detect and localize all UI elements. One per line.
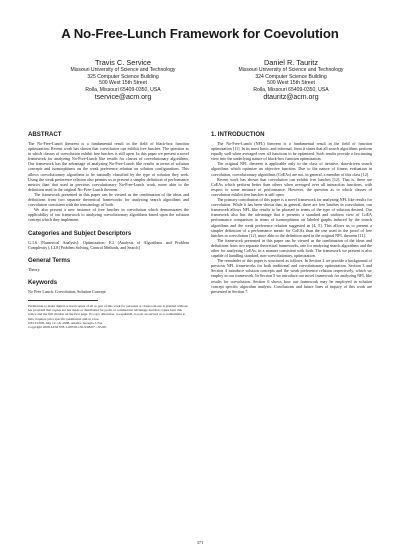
author-block-1 bbox=[28, 58, 218, 102]
author-dept: 324 Computer Science Building bbox=[255, 73, 327, 80]
author-email: dtauritz@acm.org bbox=[263, 93, 319, 101]
introduction-paragraph: The remainder of this paper is structured as follows. In Section 2 we provide a background of previous NFL frameworks for both traditional and coevolutionary optimization. Section 3 and Section 4 introduce solution concepts and the weak preference relation respectively, which we employ in our framework. In Section 5 we introduce our novel framework for analyzing NFL like results for coevolution. Section 6 shows how our framework may be employed in solution concept specific algorithm analysis. Conclusions and future lines of inquiry of this work are presented in Section 7. bbox=[211, 258, 372, 294]
introduction-paragraph: The primary contribution of this paper is a novel framework for analyzing NFL like results for coevolution. While it has been shown that, in general, there are free lunches in coevolution, our framework allows NFL like results to be phrased in terms of the type of solution desired. Our framework also has the advantage that it presents a standard and uniform view of CoEA performance comparison in terms of isomorphisms on labeled graphs induced by the search algorithms and the weak preference relation suggested in [4, 5]. This allows us to present a simpler definition of a performance metric for CoEAs than the one used in the proof of free lunches in coevolution [12], more akin to the definition used in the original NFL theorem [11]. bbox=[211, 197, 372, 238]
general-terms-heading: General Terms bbox=[28, 256, 71, 264]
abstract-paragraph: The framework presented in this paper can be viewed as the combination of the ideas and definitions from two separate theoretical frameworks for analyzing search algorithms and coevolution consistent with the terminology of both. bbox=[28, 191, 189, 208]
footnote-divider bbox=[28, 300, 98, 301]
introduction-paragraph: The No-Free-Lunch (NFL) theorem is a fundamental result in the field of function optimization [11]. In its most basic, and informal, form it states that all search algorithms perform equally well when averaged over all functions to be optimized. Such results provide a fascinating view into the underlying nature of black-box function optimization. bbox=[211, 141, 372, 162]
abstract-paragraph: We also present a new instance of free lunches in coevolution which demonstrates the applicability of our framework to analyzing coevolutionary algorithms based upon the solution concept which they implement. bbox=[28, 207, 189, 223]
author-name: Daniel R. Tauritz bbox=[263, 58, 319, 67]
author-affiliation: Missouri University of Science and Technology bbox=[70, 67, 176, 73]
copyright-text: Copyright 2008 ACM 978-1-60558-130-9/08/07 ...$5.00. bbox=[28, 325, 107, 330]
author-street: 500 West 15th Street bbox=[267, 80, 315, 87]
author-name: Travis C. Service bbox=[95, 58, 151, 67]
author-block-2 bbox=[201, 58, 381, 102]
abstract-paragraph: The No-Free-Lunch theorem is a fundamental result in the field of black-box function optimization. Recent work has shown that coevolution can exhibit free lunches. The question as to which classes of coevolution exhibit free lunches is still open. In this paper we present a novel framework for analyzing No-Free-Lunch like results for classes of coevolutionary algorithms. Our framework has the advantage of analyzing No-Free-Lunch like results in terms of solution concepts and isomorphisms on the weak preference relation on solution configurations. This allows coevolutionary algorithms to be naturally classified by the type of solution they seek. Using the weak preference relation also permits us to present a simpler definition of performance metrics than that used in previous coevolutionary No-Free-Lunch work, more akin to the definition used in the original No-Free-Lunch theorem. bbox=[28, 141, 189, 192]
paper-title: A No-Free-Lunch Framework for Coevolution bbox=[61, 26, 339, 41]
left-column bbox=[28, 131, 189, 330]
introduction-paragraph: Recent work has shown that coevolution can exhibit free lunches [12]. That is, there are CoEAs which perform better than others when averaged over all interaction functions, with respect to some measure of performance. However, the question as to which classes of coevolution exhibit free lunches is still open. bbox=[211, 176, 372, 197]
keywords-heading: Keywords bbox=[28, 278, 58, 286]
author-street: 500 West 15th Street bbox=[99, 80, 147, 87]
author-affiliation: Missouri University of Science and Technology bbox=[238, 67, 344, 73]
introduction-paragraph: The framework presented in this paper can be viewed as the combination of the ideas and definitions from two separate theoretical frameworks, one for analyzing search algorithms and the other for analyzing CoEAs, in a manner consistent with both. The framework we present is also capable of handling standard, non-coevolutionary, optimization. bbox=[211, 237, 372, 259]
author-dept: 325 Computer Science Building bbox=[87, 73, 159, 80]
general-terms-text: Theory bbox=[28, 266, 40, 272]
categories-text: G.1.6 [Numerical Analysis]: Optimization; F.2 [Analysis of Algorithms and Problem Complexity]; I.2.8 [Problem Solving, Control Methods, and Search] bbox=[28, 239, 189, 250]
author-email: tservice@acm.org bbox=[94, 93, 152, 101]
keywords-text: No Free Lunch, Coevolution, Solution Concept bbox=[28, 288, 106, 294]
right-column bbox=[211, 131, 372, 294]
introduction-paragraph: The original NFL theorem is applicable only to the class of iterative, data-driven search algorithms which optimize an objective function. Due to the nature of fitness evaluation in coevolution, coevolutionary algorithms (CoEAs) are not, in general, a member of this class [12]. bbox=[211, 161, 372, 177]
author-city: Rolla, Missouri 65409-0350, USA bbox=[85, 87, 161, 94]
page-number: 371 bbox=[196, 540, 204, 545]
venue-text: GECCO'08, July 12–16, 2008, Atlanta, Georgia, USA. bbox=[28, 321, 104, 326]
abstract-heading: ABSTRACT bbox=[28, 131, 62, 138]
author-city: Rolla, Missouri 65409-0350, USA bbox=[253, 87, 329, 94]
introduction-heading: 1. INTRODUCTION bbox=[211, 131, 265, 138]
permission-text: Permission to make digital or hard copies of all or part of this work for personal or classroom use is granted without fee provided that copies are not made or distributed for profit or commercial advantage and that copies bear this notice and the full citation on the first page. To copy otherwise, to republish, to post on servers or to redistribute to lists, requires prior specific permission and/or a fee. bbox=[28, 303, 188, 321]
permission-footnote bbox=[28, 304, 189, 330]
categories-heading: Categories and Subject Descriptors bbox=[28, 229, 132, 237]
